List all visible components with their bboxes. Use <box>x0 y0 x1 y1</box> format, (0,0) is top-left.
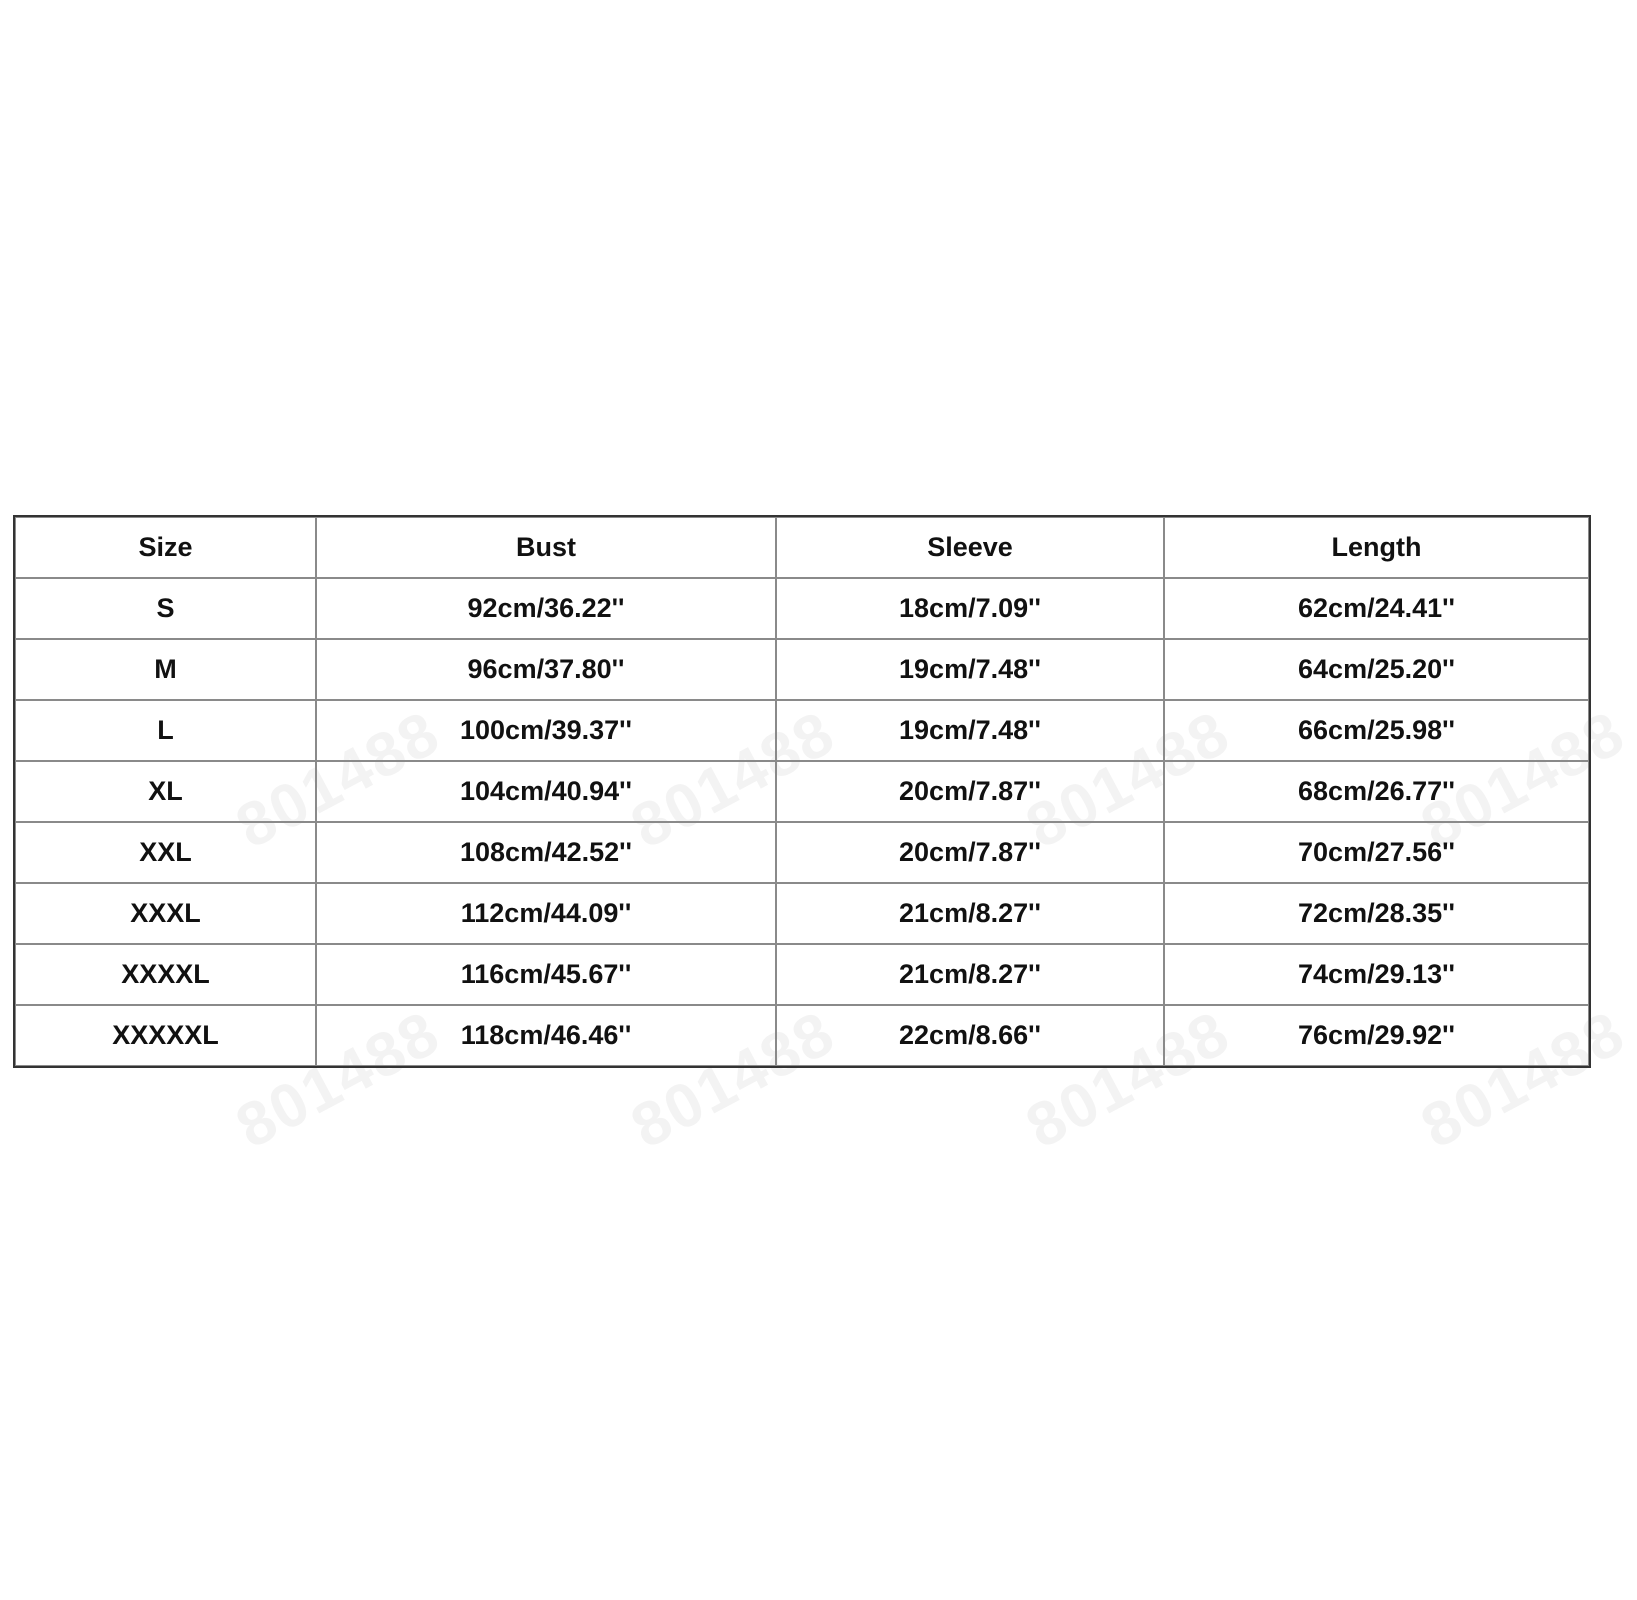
table-row <box>15 1005 1589 1066</box>
cell-bust: 116cm/45.67'' <box>316 944 776 1005</box>
table-row <box>15 944 1589 1005</box>
header-length: Length <box>1164 517 1589 578</box>
table-row <box>15 883 1589 944</box>
cell-length: 68cm/26.77'' <box>1164 761 1589 822</box>
header-bust: Bust <box>316 517 776 578</box>
cell-length: 64cm/25.20'' <box>1164 639 1589 700</box>
cell-length: 62cm/24.41'' <box>1164 578 1589 639</box>
table-row <box>15 700 1589 761</box>
table-row <box>15 639 1589 700</box>
cell-sleeve: 22cm/8.66'' <box>776 1005 1164 1066</box>
cell-bust: 92cm/36.22'' <box>316 578 776 639</box>
cell-bust: 118cm/46.46'' <box>316 1005 776 1066</box>
cell-size: XXXL <box>15 883 316 944</box>
cell-sleeve: 18cm/7.09'' <box>776 578 1164 639</box>
cell-size: XXXXL <box>15 944 316 1005</box>
cell-sleeve: 19cm/7.48'' <box>776 700 1164 761</box>
watermark: 801488 <box>620 698 847 862</box>
table-row <box>15 822 1589 883</box>
cell-length: 76cm/29.92'' <box>1164 1005 1589 1066</box>
header-sleeve: Sleeve <box>776 517 1164 578</box>
cell-length: 66cm/25.98'' <box>1164 700 1589 761</box>
cell-bust: 96cm/37.80'' <box>316 639 776 700</box>
cell-length: 70cm/27.56'' <box>1164 822 1589 883</box>
cell-bust: 104cm/40.94'' <box>316 761 776 822</box>
watermark: 801488 <box>1015 698 1242 862</box>
cell-sleeve: 20cm/7.87'' <box>776 761 1164 822</box>
cell-size: S <box>15 578 316 639</box>
cell-sleeve: 21cm/8.27'' <box>776 883 1164 944</box>
watermark: 801488 <box>1410 698 1637 862</box>
cell-bust: 108cm/42.52'' <box>316 822 776 883</box>
cell-size: M <box>15 639 316 700</box>
cell-size: XXXXXL <box>15 1005 316 1066</box>
cell-sleeve: 20cm/7.87'' <box>776 822 1164 883</box>
cell-size: XL <box>15 761 316 822</box>
table-body <box>15 578 1589 1066</box>
header-size: Size <box>15 517 316 578</box>
cell-size: XXL <box>15 822 316 883</box>
table-row <box>15 761 1589 822</box>
cell-sleeve: 19cm/7.48'' <box>776 639 1164 700</box>
watermark: 801488 <box>1410 998 1637 1162</box>
cell-size: L <box>15 700 316 761</box>
table-header-row <box>15 517 1589 578</box>
cell-sleeve: 21cm/8.27'' <box>776 944 1164 1005</box>
table-row <box>15 578 1589 639</box>
size-chart-table <box>14 516 1590 1067</box>
cell-bust: 112cm/44.09'' <box>316 883 776 944</box>
watermark: 801488 <box>225 698 452 862</box>
cell-length: 72cm/28.35'' <box>1164 883 1589 944</box>
cell-bust: 100cm/39.37'' <box>316 700 776 761</box>
cell-length: 74cm/29.13'' <box>1164 944 1589 1005</box>
watermark: 801488 <box>1015 998 1242 1162</box>
watermark: 801488 <box>225 998 452 1162</box>
watermark: 801488 <box>620 998 847 1162</box>
